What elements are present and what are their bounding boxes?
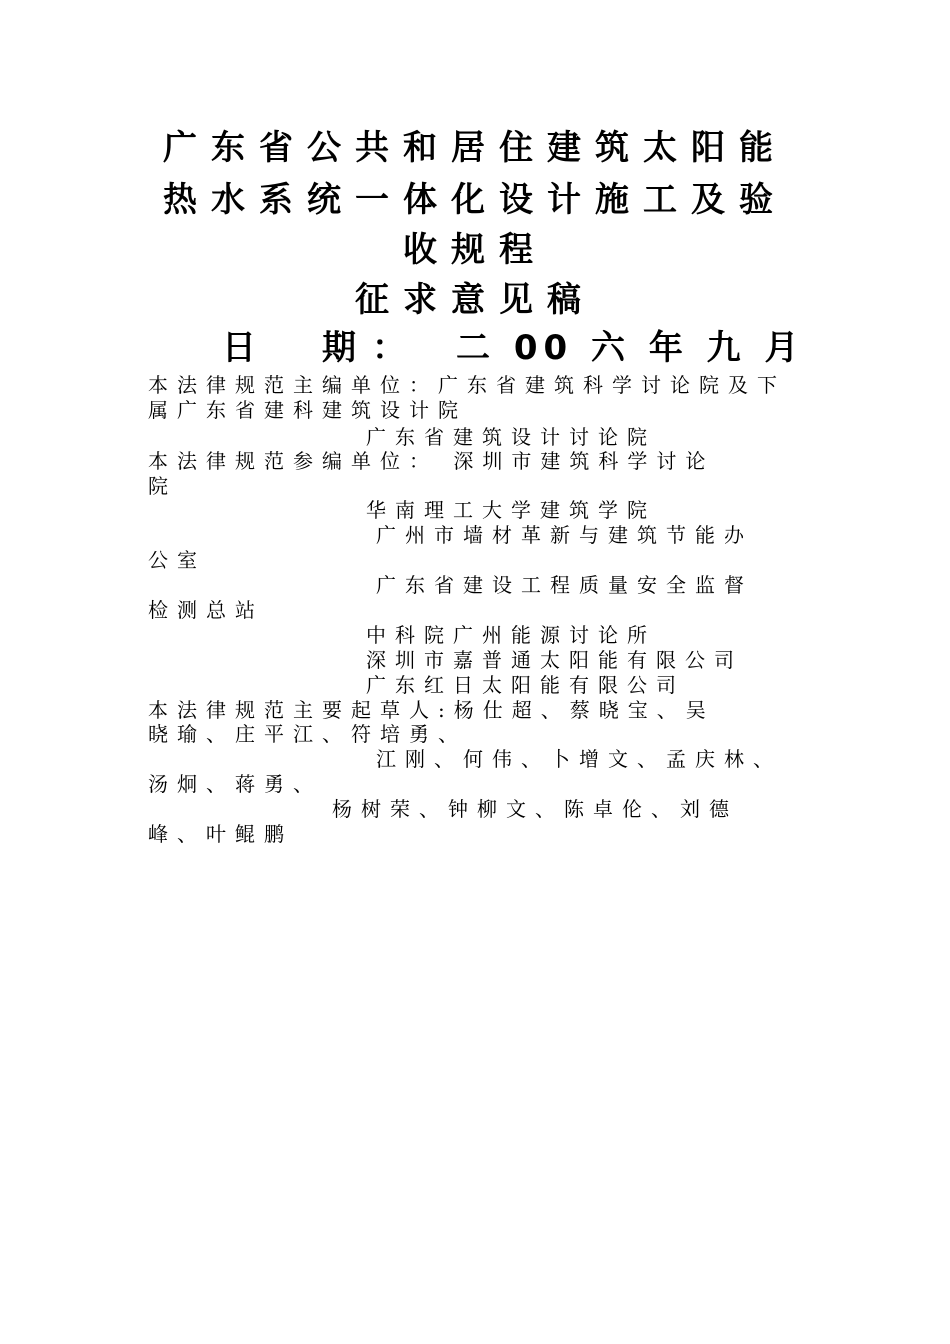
co-editor-unit-3-cont: 公室 — [148, 548, 206, 572]
co-editor-unit-6: 深圳市嘉普通太阳能有限公司 — [366, 648, 743, 672]
co-editor-unit-3: 广州市墙材革新与建筑节能办 — [376, 523, 753, 547]
date-label: 日 期： — [222, 328, 422, 368]
drafters-line-2: 江刚、何伟、卜增文、孟庆林、 — [376, 747, 782, 771]
title-line-1: 广东省公共和居住建筑太阳能 — [163, 128, 787, 168]
drafters-line: 本法律规范主要起草人:杨仕超、蔡晓宝、吴 — [148, 698, 715, 722]
date-value: 二 00 六 年 九 月 — [456, 328, 805, 368]
drafters-line-3: 杨树荣、钟柳文、陈卓伦、刘德 — [332, 797, 738, 821]
chief-editor-unit-2: 广东省建筑设计讨论院 — [366, 425, 656, 449]
date-line — [222, 326, 805, 370]
title-line-3: 收规程 — [403, 230, 547, 270]
draft-label: 征求意见稿 — [355, 280, 595, 320]
co-editor-unit-2: 华南理工大学建筑学院 — [366, 498, 656, 522]
co-editor-unit-4: 广东省建设工程质量安全监督 — [376, 573, 753, 597]
drafters-line-3-cont: 峰、叶鲲鹏 — [148, 822, 293, 846]
chief-editor-line: 本法律规范主编单位：广东省建筑科学讨论院及下 — [148, 373, 786, 397]
co-editor-unit-5: 中科院广州能源讨论所 — [366, 623, 656, 647]
drafters-line-2-cont: 汤炯、蒋勇、 — [148, 772, 322, 796]
chief-editor-line-cont: 属广东省建科建筑设计院 — [148, 398, 467, 422]
drafters-line-cont: 晓瑜、庄平江、符培勇、 — [148, 722, 467, 746]
co-editor-line: 本法律规范参编单位： 深圳市建筑科学讨论 — [148, 449, 715, 473]
co-editor-unit-4-cont: 检测总站 — [148, 598, 264, 622]
co-editor-line-cont: 院 — [148, 474, 177, 498]
title-line-2: 热水系统一体化设计施工及验 — [163, 180, 787, 220]
co-editor-unit-7: 广东红日太阳能有限公司 — [366, 673, 685, 697]
